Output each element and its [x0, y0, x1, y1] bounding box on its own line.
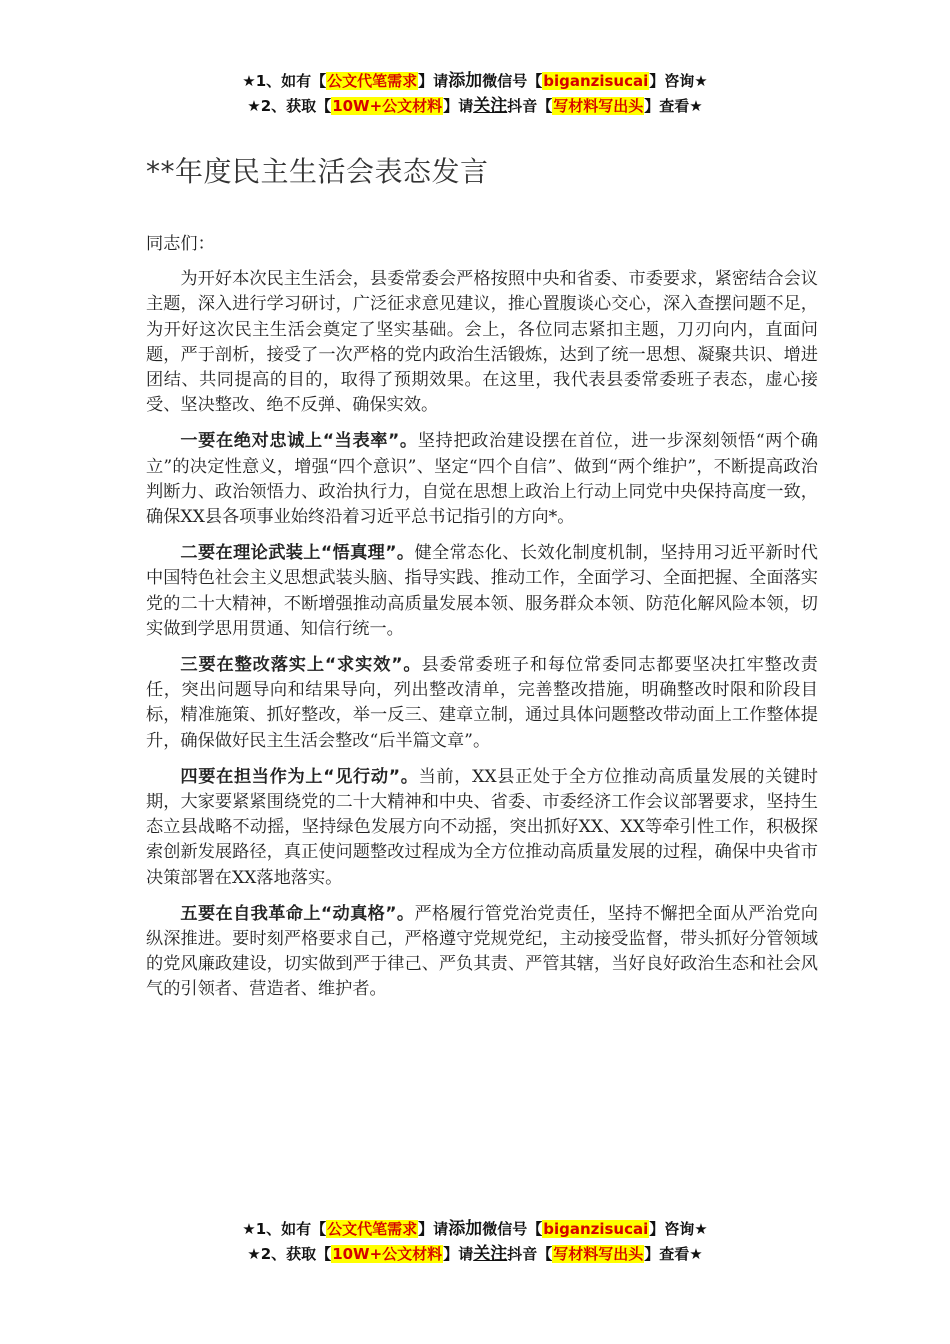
highlight-text: 公文代笔需求	[327, 1220, 418, 1238]
point-lead: 五要在自我革命上“动真格”。	[180, 903, 415, 924]
highlight-text: biganzisucai	[543, 72, 649, 90]
document-title: **年度民主生活会表态发言	[146, 155, 489, 188]
bottom-promo-banner	[0, 1217, 950, 1267]
highlight-text: 10W+公文材料	[332, 1245, 443, 1263]
promo-line-1: ★1、如有【公文代笔需求】请添加微信号【biganzisucai】咨询★	[242, 71, 708, 91]
point-text: 严格履行管党治党责任，坚持不懈把全面从严治党向纵深推进。要时刻严格要求自己，严格遵守党规党纪，主动接受监督，带头抓好分管领域的党风廉政建设，切实做到严于律己、严负其责、严管其辖，当好良好政治生态和社会风气的引领者、营造者、维护者。	[146, 903, 818, 1000]
highlight-text: 10W+公文材料	[332, 97, 443, 115]
highlight-text: 写材料写出头	[553, 97, 644, 115]
promo-line-2: ★2、获取【10W+公文材料】请关注抖音【写材料写出头】查看★	[247, 1244, 703, 1264]
point-lead: 一要在绝对忠诚上“当表率”。	[180, 431, 418, 452]
top-promo-banner	[0, 69, 950, 119]
highlight-text: 写材料写出头	[553, 1245, 644, 1263]
point-paragraph-3	[146, 653, 818, 754]
highlight-text: 公文代笔需求	[327, 72, 418, 90]
point-lead: 二要在理论武装上“悟真理”。	[180, 543, 415, 564]
point-paragraph-1	[146, 429, 818, 530]
intro-paragraph: 为开好本次民主生活会，县委常委会严格按照中央和省委、市委要求，紧密结合会议主题，深入进行学习研讨，广泛征求意见建议，推心置腹谈心交心，深入查摆问题不足，为开好这次民主生活会奠定了坚实基础。会上，各位同志紧扣主题，刀刃向内，直面问题，严于剖析，接受了一次严格的党内政治生活锻炼，达到了统一思想、凝聚共识、增进团结、共同提高的目的，取得了预期效果。在这里，我代表县委常委班子表态，虚心接受、坚决整改、绝不反弹、确保实效。	[146, 269, 818, 416]
point-paragraph-5	[146, 902, 818, 1003]
point-text: 坚持把政治建设摆在首位，进一步深刻领悟“两个确立”的决定性意义，增强“四个意识”、坚定“四个自信”、做到“两个维护”，不断提高政治判断力、政治领悟力、政治执行力，自觉在思想上政治上行动上同党中央保持高度一致，确保XX县各项事业始终沿着习近平总书记指引的方向*。	[146, 431, 818, 528]
point-paragraph-2	[146, 541, 818, 642]
point-paragraph-4	[146, 765, 818, 891]
point-text: 县委常委班子和每位常委同志都要坚决扛牢整改责任，突出问题导向和结果导向，列出整改清单，完善整改措施，明确整改时限和阶段目标，精准施策、抓好整改，举一反三、建章立制，通过具体问题整改带动面上工作整体提升，确保做好民主生活会整改“后半篇文章”。	[146, 655, 818, 751]
document-body	[146, 232, 818, 1014]
point-text: 当前，XX县正处于全方位推动高质量发展的关键时期，大家要紧紧围绕党的二十大精神和中央、省委、市委经济工作会议部署要求，坚持生态立县战略不动摇，坚持绿色发展方向不动摇，突出抓好XX、XX等牵引性工作，积极探索创新发展路径，真正使问题整改过程成为全方位推动高质量发展的过程，确保中央省市决策部署在XX落地落实。	[146, 766, 818, 888]
point-lead: 三要在整改落实上“求实效”。	[180, 655, 422, 676]
promo-line-2: ★2、获取【10W+公文材料】请关注抖音【写材料写出头】查看★	[247, 96, 703, 116]
salutation: 同志们：	[146, 234, 215, 254]
point-text: 健全常态化、长效化制度机制，坚持用习近平新时代中国特色社会主义思想武装头脑、指导实践、推动工作，全面学习、全面把握、全面落实党的二十大精神，不断增强推动高质量发展本领、服务群众本领、防范化解风险本领，切实做到学思用贯通、知信行统一。	[146, 543, 818, 639]
highlight-text: biganzisucai	[543, 1220, 649, 1238]
point-lead: 四要在担当作为上“见行动”。	[180, 766, 419, 787]
promo-line-1: ★1、如有【公文代笔需求】请添加微信号【biganzisucai】咨询★	[242, 1219, 708, 1239]
